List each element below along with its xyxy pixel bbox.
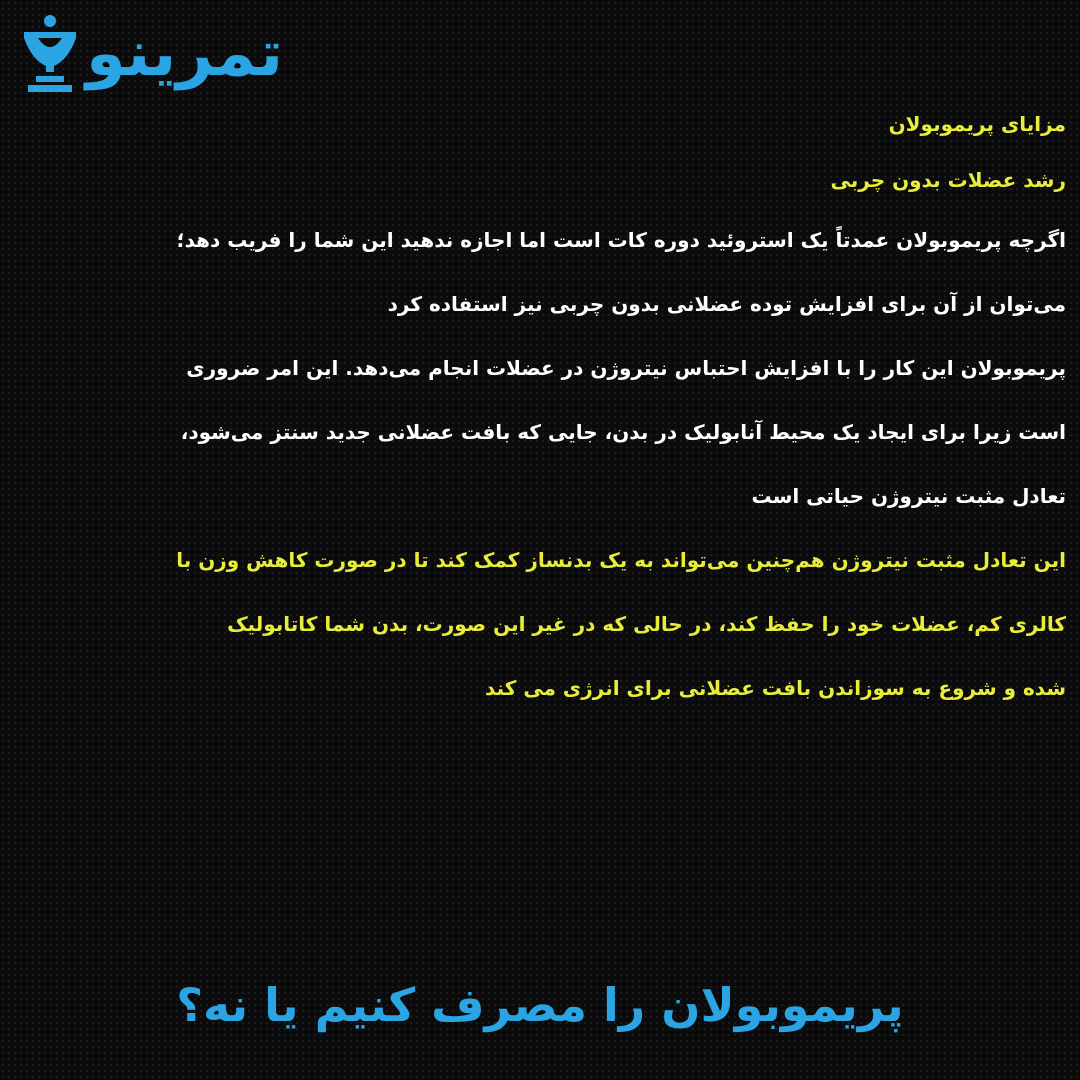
highlight-line: این تعادل مثبت نیتروژن هم‌چنین می‌تواند به یک بدنساز کمک کند تا در صورت کاهش وزن با (176, 548, 1066, 572)
footer-title: پریموبولان را مصرف کنیم یا نه؟ (176, 978, 904, 1032)
article-subheading: رشد عضلات بدون چربی (830, 168, 1066, 192)
article-body (26, 96, 1066, 720)
paragraph-line: پریموبولان این کار را با افزایش احتباس نیتروژن در عضلات انجام می‌دهد. این امر ضروری (186, 356, 1066, 380)
article-heading: مزایای پریموبولان (888, 112, 1066, 136)
paragraph-line: است زیرا برای ایجاد یک محیط آنابولیک در بدن، جایی که بافت عضلانی جدید سنتز می‌شود، (180, 420, 1066, 444)
paragraph-line: تعادل مثبت نیتروژن حیاتی است (751, 484, 1066, 508)
brand-logo (18, 8, 438, 100)
trophy-cup-icon (18, 12, 82, 96)
paragraph-line: می‌توان از آن برای افزایش توده عضلانی بدون چربی نیز استفاده کرد (387, 292, 1066, 316)
logo-text: تمرینو (86, 17, 284, 91)
highlight-line: کالری کم، عضلات خود را حفظ کند، در حالی که در غیر این صورت، بدن شما کاتابولیک (227, 612, 1066, 636)
highlight-line: شده و شروع به سوزاندن بافت عضلانی برای انرژی می کند (485, 676, 1066, 700)
paragraph-line: اگرچه پریموبولان عمدتاً یک استروئید دوره کات است اما اجازه ندهید این شما را فریب دهد؛ (176, 228, 1066, 252)
